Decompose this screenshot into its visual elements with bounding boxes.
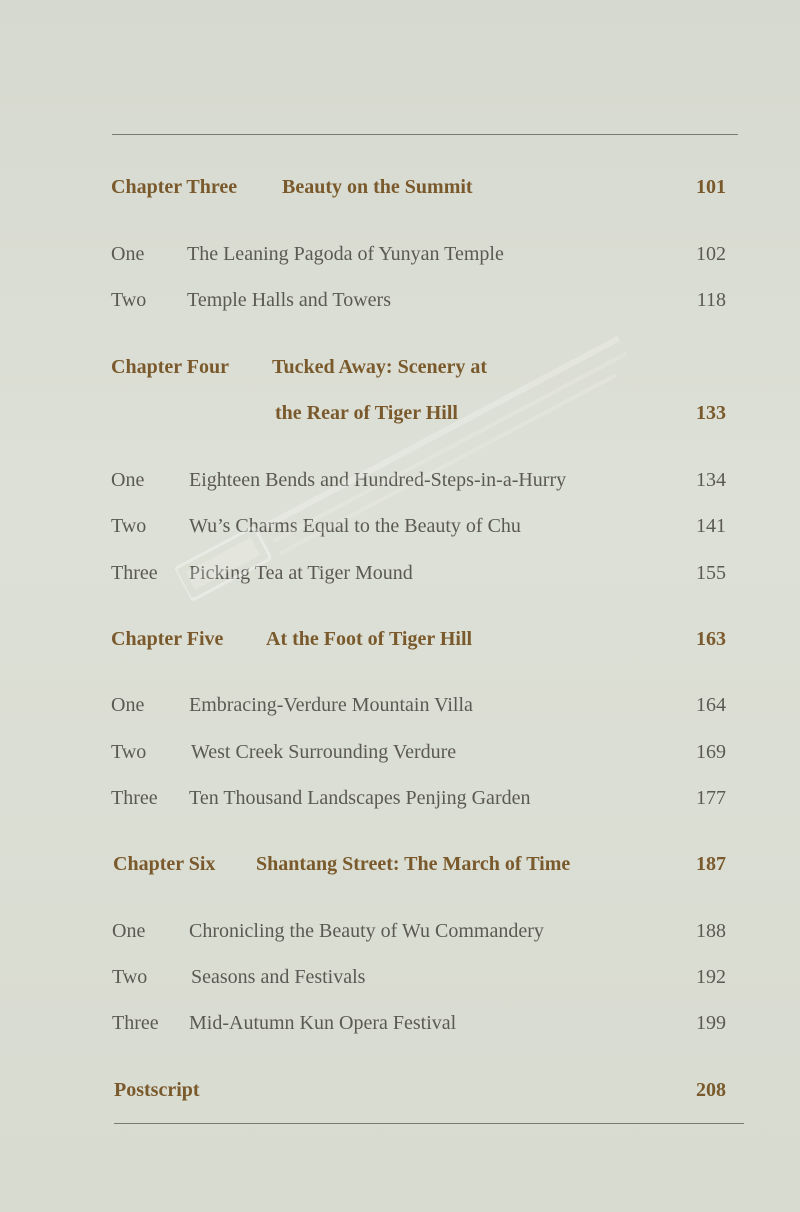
chapter-title: Tucked Away: Scenery at (272, 356, 487, 378)
chapter-label: Chapter Six (113, 853, 216, 875)
section-number: Two (111, 515, 147, 537)
section-page-number: 134 (696, 469, 726, 491)
section-title: Mid-Autumn Kun Opera Festival (189, 1012, 457, 1034)
chapter-label: Chapter Three (111, 176, 238, 198)
section-number: Three (111, 562, 158, 584)
section-title: West Creek Surrounding Verdure (191, 741, 457, 763)
section-title: The Leaning Pagoda of Yunyan Temple (187, 243, 504, 265)
section-number: One (111, 243, 145, 265)
section-page-number: 164 (696, 694, 726, 716)
section-title: Wu’s Charms Equal to the Beauty of Chu (189, 515, 521, 537)
bottom-rule (114, 1123, 744, 1124)
chapter-page-number: 101 (696, 176, 726, 198)
section-page-number: 177 (696, 787, 726, 809)
section-page-number: 102 (696, 243, 726, 265)
chapter-title: Beauty on the Summit (282, 176, 473, 198)
section-row (0, 469, 800, 499)
section-row (0, 1012, 800, 1042)
section-number: Two (111, 289, 147, 311)
chapter-page-number: 187 (696, 853, 726, 875)
chapter-row (0, 176, 800, 206)
chapter-title: Shantang Street: The March of Time (256, 853, 571, 875)
section-page-number: 199 (696, 1012, 726, 1034)
section-title: Chronicling the Beauty of Wu Commandery (189, 920, 544, 942)
section-number: Three (111, 787, 158, 809)
chapter-row (0, 853, 800, 883)
postscript-page-number: 208 (696, 1079, 726, 1101)
section-number: Two (112, 966, 148, 988)
section-row (0, 741, 800, 771)
section-number: Two (111, 741, 147, 763)
section-page-number: 141 (696, 515, 726, 537)
section-page-number: 118 (696, 289, 726, 311)
section-title: Ten Thousand Landscapes Penjing Garden (189, 787, 531, 809)
section-row (0, 966, 800, 996)
section-row (0, 694, 800, 724)
section-row (0, 289, 800, 319)
chapter-label: Chapter Five (111, 628, 224, 650)
postscript-label: Postscript (114, 1079, 200, 1101)
section-number: Three (112, 1012, 159, 1034)
chapter-title: At the Foot of Tiger Hill (266, 628, 473, 650)
section-page-number: 192 (696, 966, 726, 988)
chapter-page-number: 163 (696, 628, 726, 650)
top-rule (112, 134, 738, 135)
chapter-row (0, 628, 800, 658)
chapter-row-continued (0, 402, 800, 432)
chapter-label: Chapter Four (111, 356, 229, 378)
section-title: Temple Halls and Towers (187, 289, 392, 311)
chapter-page-number: 133 (696, 402, 726, 424)
chapter-row (0, 356, 800, 386)
section-row (0, 787, 800, 817)
section-number: One (111, 694, 145, 716)
section-number: One (111, 469, 145, 491)
section-row (0, 515, 800, 545)
section-page-number: 188 (696, 920, 726, 942)
section-row (0, 562, 800, 592)
section-title: Picking Tea at Tiger Mound (189, 562, 413, 584)
section-title: Embracing-Verdure Mountain Villa (189, 694, 473, 716)
chapter-title-continued: the Rear of Tiger Hill (275, 402, 458, 424)
section-page-number: 169 (696, 741, 726, 763)
section-title: Eighteen Bends and Hundred-Steps-in-a-Hurry (189, 469, 567, 491)
section-number: One (112, 920, 146, 942)
section-row (0, 243, 800, 273)
postscript-row (0, 1079, 800, 1109)
section-title: Seasons and Festivals (191, 966, 366, 988)
section-row (0, 920, 800, 950)
section-page-number: 155 (696, 562, 726, 584)
